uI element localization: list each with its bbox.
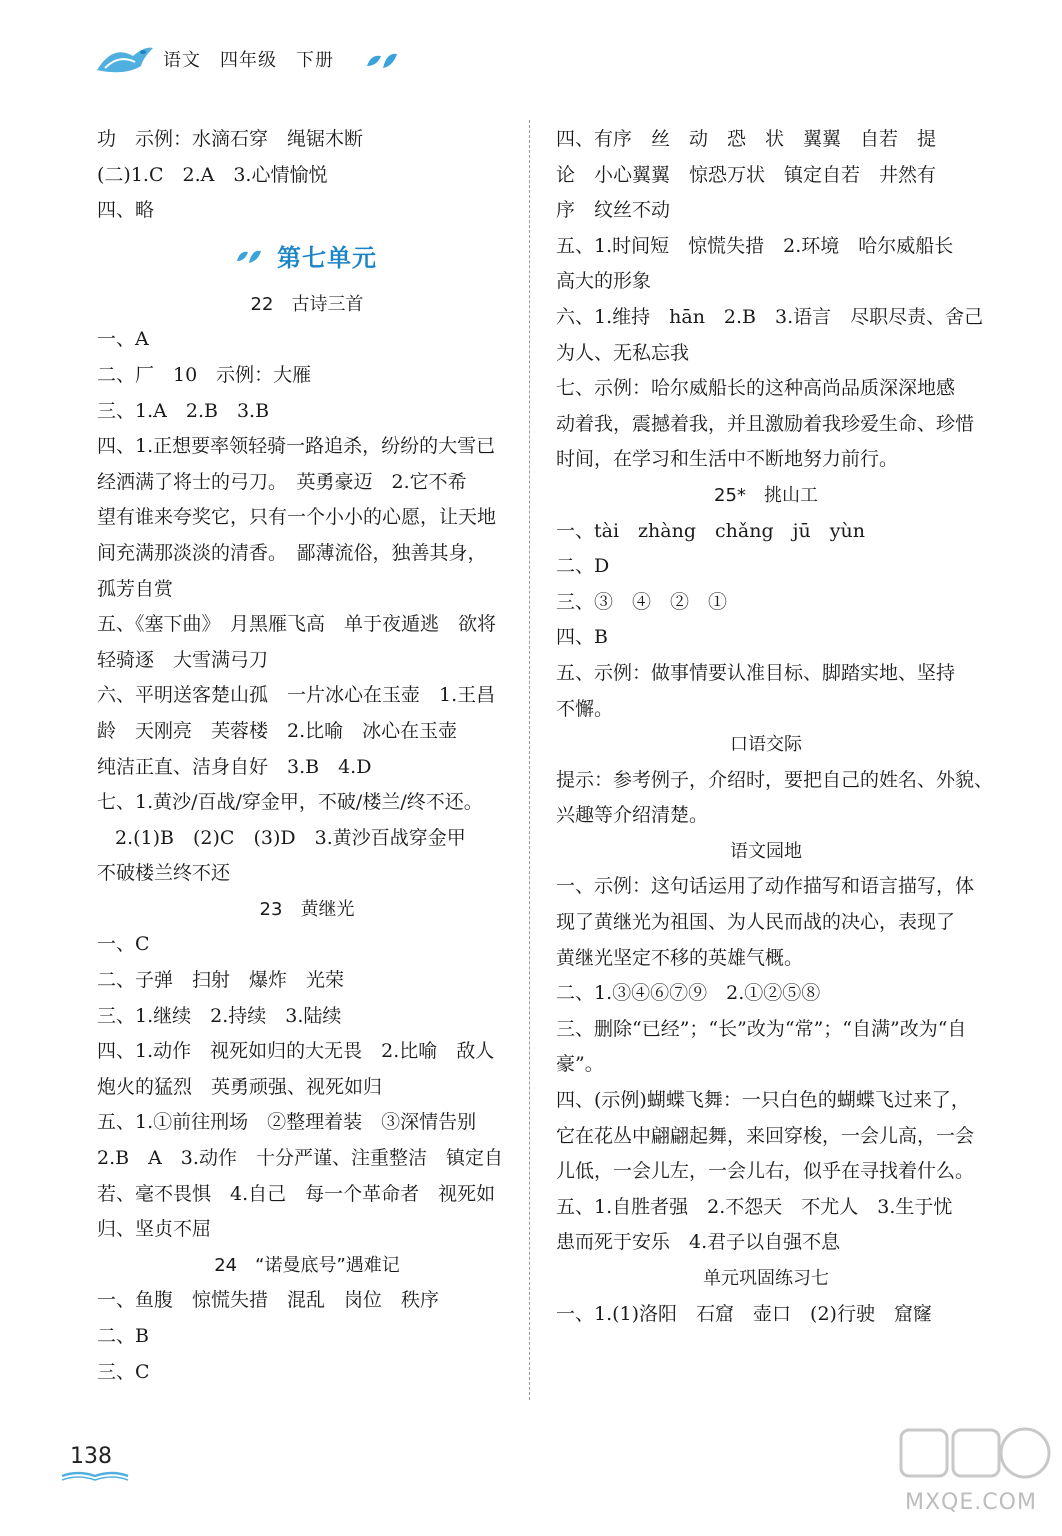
text-line: 三、1.继续 2.持续 3.陆续	[97, 1004, 342, 1027]
text-line: 四、1.正想要率领轻骑一路追杀，纷纷的大雪已	[97, 435, 496, 458]
section-title: 25* 挑山工	[714, 484, 818, 506]
text-line: 2.(1)B (2)C (3)D 3.黄沙百战穿金甲	[115, 826, 466, 849]
right-column	[556, 122, 994, 1332]
text-line: 四、略	[97, 199, 155, 222]
text-line: 一、1.(1)洛阳 石窟 壶口 (2)行驶 窟窿	[556, 1302, 932, 1325]
text-line: 四、1.动作 视死如归的大无畏 2.比喻 敌人	[97, 1040, 495, 1063]
text-line: 龄 天刚亮 芙蓉楼 2.比喻 冰心在玉壶	[97, 719, 458, 742]
text-line: 儿低，一会儿左，一会儿右，似乎在寻找着什么。	[556, 1160, 975, 1183]
text-line: 一、鱼腹 惊慌失措 混乱 岗位 秩序	[97, 1289, 440, 1312]
text-line: 孤芳自赏	[97, 577, 174, 600]
text-line: 提示：参考例子，介绍时，要把自己的姓名、外貌、	[556, 768, 994, 791]
text-line: 序 纹丝不动	[556, 199, 671, 222]
text-line: 七、1.黄沙/百战/穿金甲，不破/楼兰/终不还。	[97, 791, 483, 814]
section-title: 24 “诺曼底号”遇难记	[214, 1254, 400, 1276]
header-title: 语文 四年级 下册	[163, 50, 334, 71]
text-line: 若、毫不畏惧 4.自己 每一个革命者 视死如	[97, 1182, 496, 1205]
text-line: 三、C	[97, 1360, 150, 1383]
text-line: 二、B	[97, 1325, 149, 1347]
leaf-icon	[235, 247, 263, 267]
left-column	[97, 122, 517, 1390]
text-line: 黄继光坚定不移的英雄气概。	[556, 946, 804, 969]
text-line: 轻骑逐 大雪满弓刀	[97, 648, 269, 671]
section-title: 口语交际	[730, 734, 802, 756]
text-line: 三、删除“已经”；“长”改为“常”；“自满”改为“自	[556, 1017, 967, 1040]
text-line: 二、1.③④⑥⑦⑨ 2.①②⑤⑧	[556, 982, 821, 1005]
text-line: 纯洁正直、洁身自好 3.B 4.D	[97, 755, 372, 778]
text-line: 豪”。	[556, 1053, 604, 1076]
text-line: 六、1.维持 hān 2.B 3.语言 尽职尽责、舍己	[556, 305, 984, 328]
text-line: 七、示例：哈尔威船长的这种高尚品质深深地感	[556, 377, 956, 400]
column-divider	[529, 120, 530, 1400]
text-line: 时间，在学习和生活中不断地努力前行。	[556, 448, 899, 471]
bird-logo-icon	[95, 40, 155, 80]
text-line: (二)1.C 2.A 3.心情愉悦	[97, 163, 328, 186]
section-title: 语文园地	[730, 840, 802, 862]
text-line: 不破楼兰终不还	[97, 862, 231, 885]
unit-title-text: 第七单元	[277, 242, 377, 272]
text-line: 五、1.时间短 惊慌失措 2.环境 哈尔威船长	[556, 234, 954, 257]
text-line: 四、有序 丝 动 恐 状 翼翼 自若 提	[556, 128, 937, 150]
text-line: 经洒满了将士的弓刀。 英勇豪迈 2.它不希	[97, 470, 467, 493]
text-line: 一、C	[97, 933, 150, 956]
unit-title	[97, 229, 517, 287]
text-line: 三、③ ④ ② ①	[556, 590, 728, 613]
text-line: 二、D	[556, 555, 610, 578]
text-line: 动着我，震撼着我，并且激励着我珍爱生命、珍惜	[556, 412, 975, 435]
section-title: 单元巩固练习七	[703, 1268, 829, 1289]
text-line: 高大的形象	[556, 270, 652, 293]
section-title: 23 黄继光	[259, 898, 355, 920]
text-line: 2.B A 3.动作 十分严谨、注重整洁 镇定自	[97, 1147, 503, 1170]
text-line: 现了黄继光为祖国、为人民而战的决心，表现了	[556, 911, 956, 934]
text-line: 患而死于安乐 4.君子以自强不息	[556, 1231, 841, 1254]
text-line: 一、A	[97, 328, 149, 351]
text-line: 三、1.A 2.B 3.B	[97, 399, 270, 422]
text-line: 间充满那淡淡的清香。 鄙薄流俗，独善其身，	[97, 541, 487, 564]
text-line: 二、厂 10 示例：大雁	[97, 363, 312, 386]
watermark-url: MXQE.COM	[905, 1490, 1037, 1515]
text-line: 四、(示例)蝴蝶飞舞：一只白色的蝴蝶飞过来了，	[556, 1089, 970, 1112]
text-line: 论 小心翼翼 惊恐万状 镇定自若 井然有	[556, 163, 937, 186]
text-line: 六、平明送客楚山孤 一片冰心在玉壶 1.王昌	[97, 684, 496, 707]
text-line: 二、子弹 扫射 爆炸 光荣	[97, 969, 345, 992]
text-line: 功 示例：水滴石穿 绳锯木断	[97, 128, 364, 150]
text-line: 不懈。	[556, 697, 614, 720]
text-line: 四、B	[556, 626, 608, 649]
page-header	[95, 40, 415, 80]
text-line: 望有谁来夸奖它，只有一个小小的心愿，让天地	[97, 506, 497, 529]
text-line: 五、1.自胜者强 2.不怨天 不尤人 3.生于忧	[556, 1195, 953, 1218]
watermark	[895, 1418, 1055, 1528]
leaf-icon	[365, 50, 399, 72]
text-line: 一、tài zhàng chǎng jū yùn	[556, 519, 865, 542]
text-line: 归、坚贞不屈	[97, 1218, 212, 1241]
section-title: 22 古诗三首	[250, 293, 364, 315]
page-number-text: 138	[70, 1444, 112, 1469]
text-line: 兴趣等介绍清楚。	[556, 804, 709, 827]
text-line: 它在花丛中翩翩起舞，来回穿梭，一会儿高，一会	[556, 1124, 975, 1147]
text-line: 五、《塞下曲》 月黑雁飞高 单于夜遁逃 欲将	[97, 613, 497, 636]
text-line: 一、示例：这句话运用了动作描写和语言描写，体	[556, 875, 975, 898]
page-number	[60, 1440, 130, 1482]
text-line: 炮火的猛烈 英勇顽强、视死如归	[97, 1075, 383, 1098]
text-line: 五、1.①前往刑场 ②整理着装 ③深情告别	[97, 1111, 477, 1134]
text-line: 为人、无私忘我	[556, 341, 690, 364]
watermark-logo-icon	[895, 1418, 1055, 1488]
text-line: 五、示例：做事情要认准目标、脚踏实地、坚持	[556, 661, 956, 684]
